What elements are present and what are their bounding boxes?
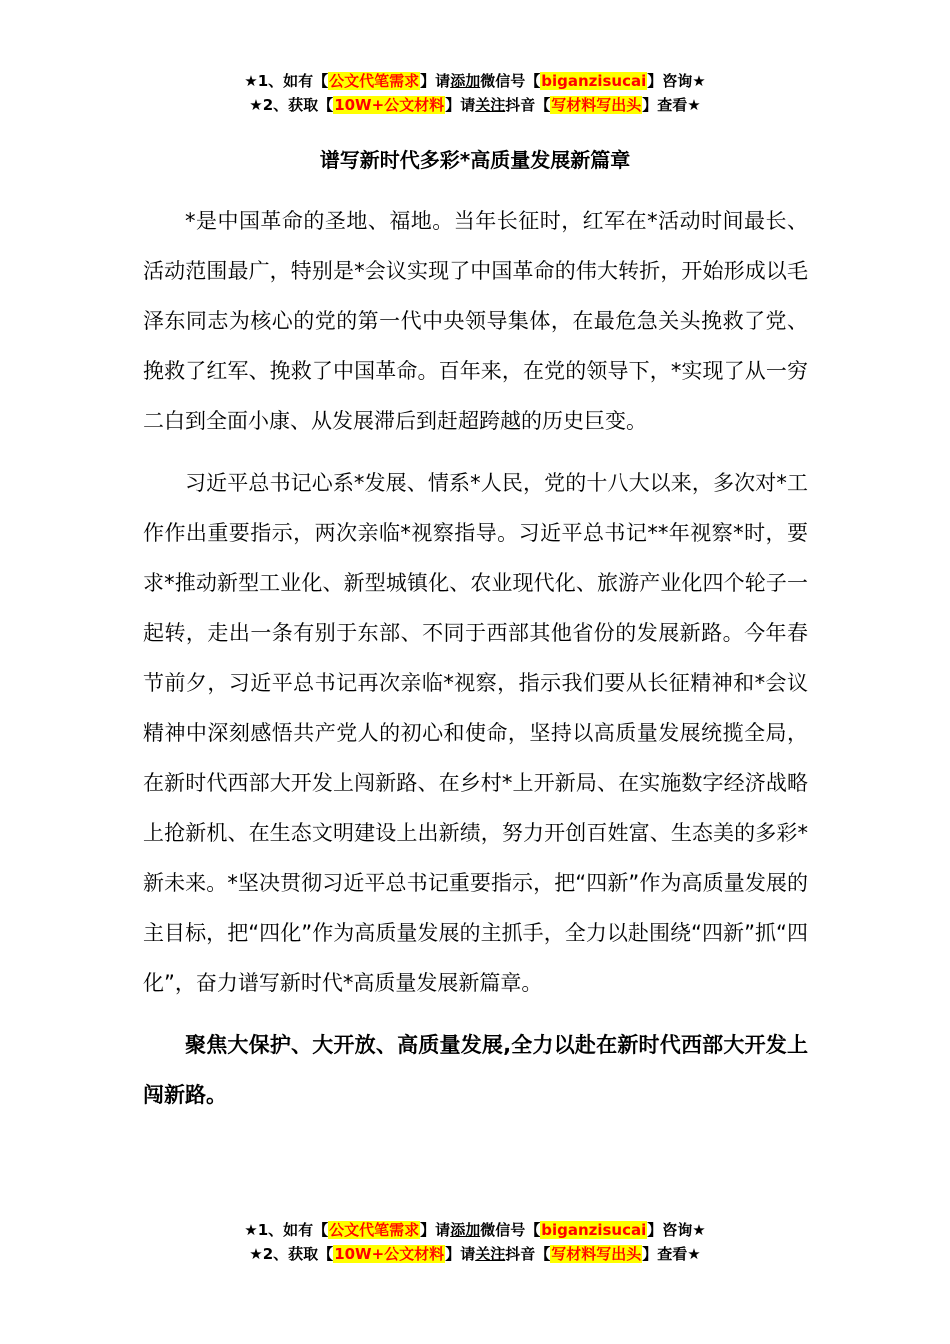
promo-highlight: 公文代笔需求 <box>329 1221 420 1239</box>
promo-underlined: 关注 <box>475 1245 506 1263</box>
promo-douyin-id: 写材料写出头 <box>551 96 642 114</box>
promo-underlined: 关注 <box>475 96 506 114</box>
promo-text: ★2、获取【 <box>249 1245 334 1263</box>
document-title: 谱写新时代多彩*高质量发展新篇章 <box>319 148 631 172</box>
promo-text: ★1、如有【 <box>244 72 329 90</box>
promo-line-1-footer <box>0 1218 950 1242</box>
promo-text: 】查看★ <box>642 1245 701 1263</box>
promo-text: ★2、获取【 <box>249 96 334 114</box>
paragraph: 习近平总书记心系*发展、情系*人民，党的十八大以来，多次对*工作作出重要指示，两次亲临*视察指导。习近平总书记**年视察*时，要求*推动新型工业化、新型城镇化、农业现代化、旅游产业化四个轮子一起转，走出一条有别于东部、不同于西部其他省份的发展新路。今年春节前夕，习近平总书记再次亲临*视察，指示我们要从长征精神和*会议精神中深刻感悟共产党人的初心和使命，坚持以高质量发展统揽全局，在新时代西部大开发上闯新路、在乡村*上开新局、在实施数字经济战略上抢新机、在生态文明建设上出新绩，努力开创百姓富、生态美的多彩*新未来。*坚决贯彻习近平总书记重要指示，把“四新”作为高质量发展的主目标，把“四化”作为高质量发展的主抓手，全力以赴围绕“四新”抓“四化”，奋力谱写新时代*高质量发展新篇章。 <box>143 471 808 995</box>
promo-wechat-id: biganzisucai <box>541 72 647 90</box>
promo-text: 抖音【 <box>505 96 551 114</box>
promo-douyin-id: 写材料写出头 <box>551 1245 642 1263</box>
promo-text: 】请 <box>420 72 451 90</box>
promo-text: 微信号【 <box>480 1221 541 1239</box>
promo-highlight: 10W+公文材料 <box>334 1245 445 1263</box>
promo-line-2-footer <box>0 1242 950 1266</box>
promo-text: 】咨询★ <box>647 72 706 90</box>
promo-text: 】查看★ <box>642 96 701 114</box>
promo-highlight: 10W+公文材料 <box>334 96 445 114</box>
document-body <box>143 196 808 1120</box>
promo-line-2 <box>0 93 950 117</box>
promo-text: 】咨询★ <box>647 1221 706 1239</box>
promo-line-1 <box>0 69 950 93</box>
promo-wechat-id: biganzisucai <box>541 1221 647 1239</box>
promo-text: 微信号【 <box>480 72 541 90</box>
promo-underlined: 添加 <box>450 72 481 90</box>
promo-text: ★1、如有【 <box>244 1221 329 1239</box>
promo-text: 】请 <box>445 1245 476 1263</box>
promo-text: 抖音【 <box>505 1245 551 1263</box>
promo-underlined: 添加 <box>450 1221 481 1239</box>
promo-text: 】请 <box>420 1221 451 1239</box>
paragraph: *是中国革命的圣地、福地。当年长征时，红军在*活动时间最长、活动范围最广，特别是*会议实现了中国革命的伟大转折，开始形成以毛泽东同志为核心的党的第一代中央领导集体，在最危急关头挽救了党、挽救了红军、挽救了中国革命。百年来，在党的领导下，*实现了从一穷二白到全面小康、从发展滞后到赶超跨越的历史巨变。 <box>143 209 808 433</box>
promo-highlight: 公文代笔需求 <box>329 72 420 90</box>
promo-text: 】请 <box>445 96 476 114</box>
section-heading: 聚焦大保护、大开放、高质量发展,全力以赴在新时代西部大开发上闯新路。 <box>143 1033 808 1107</box>
